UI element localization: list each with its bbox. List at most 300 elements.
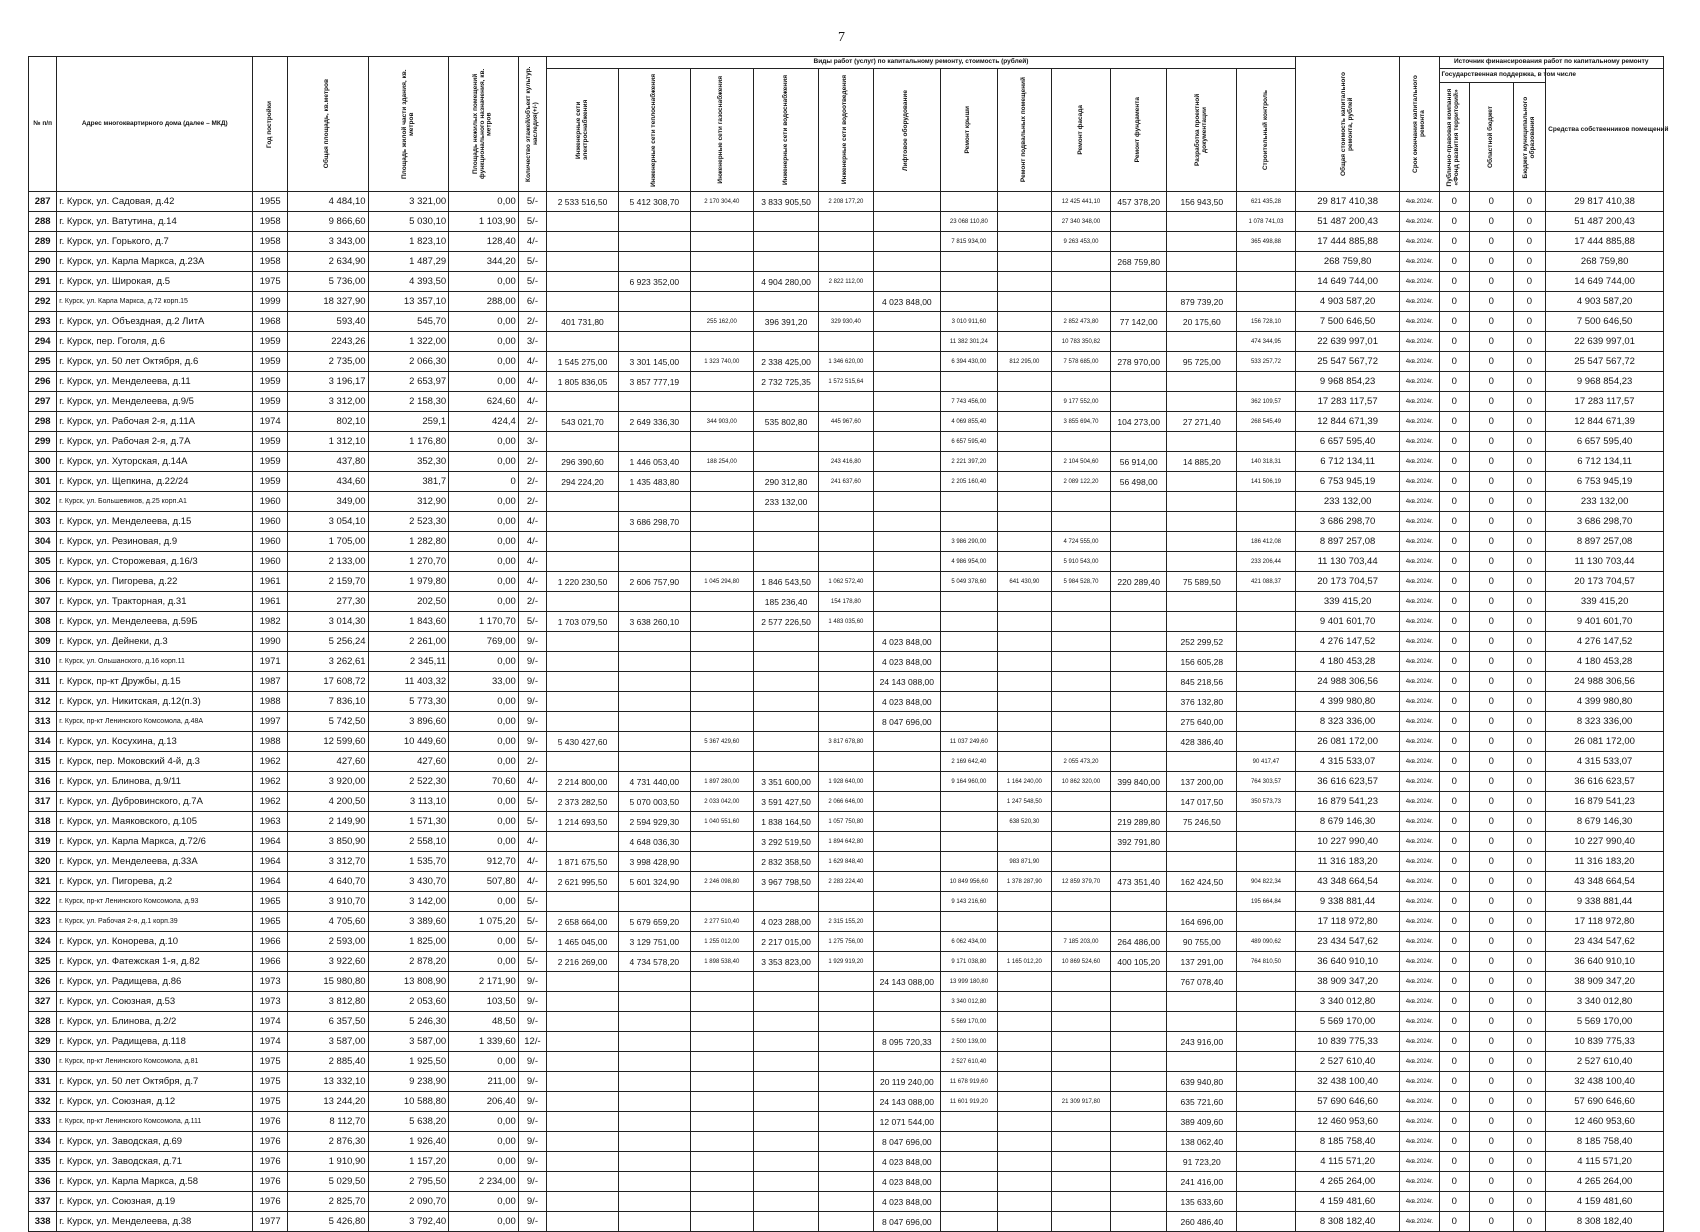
- row-facade: 9 177 552,00: [1052, 392, 1111, 412]
- row-water: 4 023 288,00: [753, 912, 818, 932]
- row-sewer: [819, 552, 873, 572]
- row-total-area: 2 593,00: [288, 932, 369, 952]
- row-control: [1237, 1092, 1296, 1112]
- row-municipal: 0: [1513, 812, 1546, 832]
- row-num: 322: [29, 892, 57, 912]
- row-lift: [873, 412, 940, 432]
- row-gas: [690, 212, 753, 232]
- capital-repair-table: [28, 56, 1669, 1232]
- row-gas: [690, 512, 753, 532]
- row-lift: [873, 592, 940, 612]
- row-water: 3 292 519,50: [753, 832, 818, 852]
- row-water: [753, 232, 818, 252]
- row-floors: 4/-: [518, 372, 546, 392]
- row-municipal: 0: [1513, 1032, 1546, 1052]
- row-owners: 6 753 945,19: [1546, 472, 1664, 492]
- row-nonres-area: 211,00: [449, 1072, 519, 1092]
- row-owners: 36 640 910,10: [1546, 952, 1664, 972]
- row-water: 2 577 226,50: [753, 612, 818, 632]
- row-regional: 0: [1470, 1092, 1514, 1112]
- row-living-area: 1 925,50: [368, 1052, 449, 1072]
- row-control: 764 303,57: [1237, 772, 1296, 792]
- row-water: 2 832 358,50: [753, 852, 818, 872]
- row-municipal: 0: [1513, 832, 1546, 852]
- row-total-cost: 4 315 533,07: [1295, 752, 1399, 772]
- row-foundation: 104 273,00: [1110, 412, 1167, 432]
- row-regional: 0: [1470, 272, 1514, 292]
- row-municipal: 0: [1513, 332, 1546, 352]
- table-row: [29, 972, 1664, 992]
- row-owners: 4 180 453,28: [1546, 652, 1664, 672]
- row-control: [1237, 1132, 1296, 1152]
- row-basement: [997, 1052, 1051, 1072]
- row-elec: 2 533 516,50: [547, 192, 619, 212]
- row-roof: [941, 1172, 998, 1192]
- row-address: г. Курск, ул. Радищева, д.118: [57, 1032, 253, 1052]
- row-nonres-area: 0,00: [449, 552, 519, 572]
- row-water: 3 967 798,50: [753, 872, 818, 892]
- row-gas: [690, 1172, 753, 1192]
- row-total-area: 802,10: [288, 412, 369, 432]
- row-water: [753, 292, 818, 312]
- row-municipal: 0: [1513, 1012, 1546, 1032]
- row-deadline: 4кв.2024г.: [1400, 392, 1439, 412]
- row-deadline: 4кв.2024г.: [1400, 632, 1439, 652]
- row-sewer: [819, 332, 873, 352]
- row-fund: 0: [1439, 932, 1469, 952]
- row-roof: [941, 512, 998, 532]
- row-elec: 1 871 675,50: [547, 852, 619, 872]
- row-water: 3 591 427,50: [753, 792, 818, 812]
- row-total-cost: 14 649 744,00: [1295, 272, 1399, 292]
- row-gas: [690, 1012, 753, 1032]
- row-fund: 0: [1439, 1072, 1469, 1092]
- row-regional: 0: [1470, 492, 1514, 512]
- row-address: г. Курск, ул. Карла Маркса, д.58: [57, 1172, 253, 1192]
- row-basement: [997, 212, 1051, 232]
- row-num: 292: [29, 292, 57, 312]
- row-roof: [941, 1112, 998, 1132]
- row-living-area: 3 896,60: [368, 712, 449, 732]
- row-sewer: [819, 1052, 873, 1072]
- row-water: 396 391,20: [753, 312, 818, 332]
- row-num: 294: [29, 332, 57, 352]
- row-design: [1167, 612, 1237, 632]
- row-sewer: 1 275 756,00: [819, 932, 873, 952]
- row-num: 328: [29, 1012, 57, 1032]
- row-floors: 4/-: [518, 852, 546, 872]
- row-nonres-area: 1 075,20: [449, 912, 519, 932]
- row-regional: 0: [1470, 412, 1514, 432]
- row-address: г. Курск, ул. Блинова, д.2/2: [57, 1012, 253, 1032]
- row-control: 421 088,37: [1237, 572, 1296, 592]
- table-row: [29, 1192, 1664, 1212]
- row-nonres-area: 0,00: [449, 792, 519, 812]
- row-basement: [997, 1192, 1051, 1212]
- row-owners: 8 323 336,00: [1546, 712, 1664, 732]
- row-basement: [997, 272, 1051, 292]
- row-address: г. Курск, ул. Дубровинского, д.7А: [57, 792, 253, 812]
- row-roof: 7 815 934,00: [941, 232, 998, 252]
- row-basement: [997, 732, 1051, 752]
- row-total-area: 15 980,80: [288, 972, 369, 992]
- row-gas: 5 367 429,60: [690, 732, 753, 752]
- row-regional: 0: [1470, 652, 1514, 672]
- row-sewer: [819, 1112, 873, 1132]
- row-elec: 2 373 282,50: [547, 792, 619, 812]
- row-design: [1167, 592, 1237, 612]
- row-design: 243 916,00: [1167, 1032, 1237, 1052]
- row-total-cost: 8 679 146,30: [1295, 812, 1399, 832]
- row-lift: 4 023 848,00: [873, 292, 940, 312]
- row-gas: 1 898 538,40: [690, 952, 753, 972]
- row-roof: [941, 272, 998, 292]
- row-year: 1960: [253, 492, 288, 512]
- row-regional: 0: [1470, 592, 1514, 612]
- table-row: [29, 1172, 1664, 1192]
- row-roof: [941, 1212, 998, 1232]
- row-living-area: 10 588,80: [368, 1092, 449, 1112]
- row-nonres-area: 128,40: [449, 232, 519, 252]
- row-nonres-area: 0,00: [449, 892, 519, 912]
- row-design: [1167, 372, 1237, 392]
- row-owners: 11 130 703,44: [1546, 552, 1664, 572]
- row-fund: 0: [1439, 832, 1469, 852]
- row-regional: 0: [1470, 1032, 1514, 1052]
- row-water: [753, 732, 818, 752]
- row-nonres-area: 0,00: [449, 1132, 519, 1152]
- row-foundation: [1110, 432, 1167, 452]
- row-foundation: 457 378,20: [1110, 192, 1167, 212]
- row-deadline: 4кв.2024г.: [1400, 1212, 1439, 1232]
- row-lift: [873, 192, 940, 212]
- row-total-cost: 17 444 885,88: [1295, 232, 1399, 252]
- row-nonres-area: 0,00: [449, 752, 519, 772]
- row-regional: 0: [1470, 872, 1514, 892]
- row-sewer: [819, 1212, 873, 1232]
- row-sewer: [819, 292, 873, 312]
- row-facade: [1052, 792, 1111, 812]
- row-living-area: 202,50: [368, 592, 449, 612]
- row-sewer: 1 572 515,64: [819, 372, 873, 392]
- row-regional: 0: [1470, 632, 1514, 652]
- row-living-area: 3 389,60: [368, 912, 449, 932]
- row-elec: [547, 252, 619, 272]
- row-deadline: 4кв.2024г.: [1400, 1132, 1439, 1152]
- row-elec: [547, 752, 619, 772]
- row-living-area: 1 979,80: [368, 572, 449, 592]
- row-roof: 4 069 855,40: [941, 412, 998, 432]
- row-num: 319: [29, 832, 57, 852]
- row-floors: 4/-: [518, 392, 546, 412]
- row-address: г. Курск, ул. Горького, д.7: [57, 232, 253, 252]
- row-year: 1997: [253, 712, 288, 732]
- row-basement: [997, 612, 1051, 632]
- row-owners: 3 340 012,80: [1546, 992, 1664, 1012]
- row-total-area: 3 922,60: [288, 952, 369, 972]
- row-nonres-area: 48,50: [449, 1012, 519, 1032]
- row-roof: 5 049 378,60: [941, 572, 998, 592]
- row-lift: [873, 612, 940, 632]
- row-year: 1977: [253, 1212, 288, 1232]
- table-row: [29, 652, 1664, 672]
- row-year: 1962: [253, 792, 288, 812]
- table-row: [29, 632, 1664, 652]
- row-year: 1958: [253, 212, 288, 232]
- row-water: [753, 552, 818, 572]
- row-nonres-area: 0,00: [449, 492, 519, 512]
- row-elec: [547, 1012, 619, 1032]
- row-deadline: 4кв.2024г.: [1400, 452, 1439, 472]
- row-lift: [873, 752, 940, 772]
- row-basement: [997, 892, 1051, 912]
- row-elec: 2 216 269,00: [547, 952, 619, 972]
- row-total-area: 5 029,50: [288, 1172, 369, 1192]
- row-nonres-area: 1 103,90: [449, 212, 519, 232]
- row-elec: [547, 652, 619, 672]
- row-foundation: [1110, 1092, 1167, 1112]
- row-gas: [690, 692, 753, 712]
- row-gas: [690, 712, 753, 732]
- row-owners: 57 690 646,60: [1546, 1092, 1664, 1112]
- row-address: г. Курск, ул. Пигорева, д.22: [57, 572, 253, 592]
- row-facade: [1052, 612, 1111, 632]
- row-water: [753, 972, 818, 992]
- col-control: Строительный контроль: [1261, 89, 1269, 171]
- row-total-area: 3 910,70: [288, 892, 369, 912]
- row-roof: [941, 252, 998, 272]
- row-facade: 2 055 473,20: [1052, 752, 1111, 772]
- row-water: 290 312,80: [753, 472, 818, 492]
- row-nonres-area: 0,00: [449, 1112, 519, 1132]
- row-gas: [690, 1132, 753, 1152]
- row-water: 4 904 280,00: [753, 272, 818, 292]
- row-basement: 1 164 240,00: [997, 772, 1051, 792]
- row-roof: [941, 632, 998, 652]
- row-deadline: 4кв.2024г.: [1400, 832, 1439, 852]
- table-row: [29, 572, 1664, 592]
- row-heat: [618, 972, 690, 992]
- row-roof: 11 037 249,60: [941, 732, 998, 752]
- table-row: [29, 892, 1664, 912]
- row-total-cost: 11 316 183,20: [1295, 852, 1399, 872]
- table-row: [29, 512, 1664, 532]
- row-nonres-area: 288,00: [449, 292, 519, 312]
- row-address: г. Курск, ул. Ватутина, д.14: [57, 212, 253, 232]
- row-water: [753, 892, 818, 912]
- row-water: [753, 652, 818, 672]
- row-basement: 1 247 548,50: [997, 792, 1051, 812]
- row-municipal: 0: [1513, 592, 1546, 612]
- row-deadline: 4кв.2024г.: [1400, 552, 1439, 572]
- row-control: 90 417,47: [1237, 752, 1296, 772]
- row-elec: [547, 1032, 619, 1052]
- row-elec: [547, 992, 619, 1012]
- row-gas: [690, 1212, 753, 1232]
- row-regional: 0: [1470, 312, 1514, 332]
- row-sewer: [819, 1012, 873, 1032]
- row-year: 1963: [253, 812, 288, 832]
- row-year: 1958: [253, 232, 288, 252]
- row-gas: [690, 492, 753, 512]
- row-fund: 0: [1439, 912, 1469, 932]
- row-sewer: 329 930,40: [819, 312, 873, 332]
- row-heat: [618, 212, 690, 232]
- row-total-area: 2 876,30: [288, 1132, 369, 1152]
- row-floors: 2/-: [518, 452, 546, 472]
- row-year: 1965: [253, 892, 288, 912]
- row-regional: 0: [1470, 192, 1514, 212]
- row-roof: 11 601 919,20: [941, 1092, 998, 1112]
- row-living-area: 3 142,00: [368, 892, 449, 912]
- row-living-area: 1 157,20: [368, 1152, 449, 1172]
- row-deadline: 4кв.2024г.: [1400, 212, 1439, 232]
- row-floors: 4/-: [518, 572, 546, 592]
- row-design: [1167, 512, 1237, 532]
- row-roof: [941, 1132, 998, 1152]
- row-fund: 0: [1439, 712, 1469, 732]
- row-facade: [1052, 852, 1111, 872]
- row-year: 1964: [253, 852, 288, 872]
- row-floors: 4/-: [518, 872, 546, 892]
- row-living-area: 1 823,10: [368, 232, 449, 252]
- row-year: 1959: [253, 452, 288, 472]
- row-foundation: [1110, 792, 1167, 812]
- row-foundation: [1110, 752, 1167, 772]
- row-roof: 5 569 170,00: [941, 1012, 998, 1032]
- row-sewer: 1 483 035,60: [819, 612, 873, 632]
- row-num: 325: [29, 952, 57, 972]
- table-row: [29, 552, 1664, 572]
- row-foundation: [1110, 592, 1167, 612]
- row-num: 293: [29, 312, 57, 332]
- row-water: [753, 992, 818, 1012]
- row-year: 1987: [253, 672, 288, 692]
- row-deadline: 4кв.2024г.: [1400, 732, 1439, 752]
- row-sewer: 2 208 177,20: [819, 192, 873, 212]
- row-nonres-area: 624,60: [449, 392, 519, 412]
- row-gas: [690, 752, 753, 772]
- row-gas: 2 170 304,40: [690, 192, 753, 212]
- col-living-area: Площадь жилой части здания, кв. метров: [400, 69, 415, 179]
- row-facade: 3 855 694,70: [1052, 412, 1111, 432]
- row-basement: [997, 992, 1051, 1012]
- row-address: г. Курск, ул. Дейнеки, д.3: [57, 632, 253, 652]
- row-municipal: 0: [1513, 452, 1546, 472]
- row-foundation: [1110, 332, 1167, 352]
- col-sewer: Инженерные сети водоотведения: [841, 75, 849, 185]
- row-design: 162 424,50: [1167, 872, 1237, 892]
- row-basement: [997, 932, 1051, 952]
- row-design: [1167, 832, 1237, 852]
- row-total-area: 5 426,80: [288, 1212, 369, 1232]
- row-living-area: 2 066,30: [368, 352, 449, 372]
- row-living-area: 5 030,10: [368, 212, 449, 232]
- row-total-area: 2 133,00: [288, 552, 369, 572]
- row-deadline: 4кв.2024г.: [1400, 852, 1439, 872]
- row-floors: 4/-: [518, 512, 546, 532]
- row-lift: 24 143 088,00: [873, 972, 940, 992]
- row-basement: 812 295,00: [997, 352, 1051, 372]
- row-municipal: 0: [1513, 392, 1546, 412]
- row-nonres-area: 344,20: [449, 252, 519, 272]
- row-lift: 24 143 088,00: [873, 672, 940, 692]
- row-deadline: 4кв.2024г.: [1400, 932, 1439, 952]
- row-total-area: 3 587,00: [288, 1032, 369, 1052]
- row-living-area: 2 158,30: [368, 392, 449, 412]
- row-nonres-area: 0,00: [449, 692, 519, 712]
- row-regional: 0: [1470, 332, 1514, 352]
- row-sewer: 1 929 919,20: [819, 952, 873, 972]
- row-address: г. Курск, ул. Щепкина, д.22/24: [57, 472, 253, 492]
- row-municipal: 0: [1513, 692, 1546, 712]
- row-sewer: 241 637,60: [819, 472, 873, 492]
- row-gas: [690, 272, 753, 292]
- row-owners: 8 185 758,40: [1546, 1132, 1664, 1152]
- row-nonres-area: 0,00: [449, 432, 519, 452]
- row-total-area: 18 327,90: [288, 292, 369, 312]
- row-control: [1237, 1052, 1296, 1072]
- row-heat: [618, 552, 690, 572]
- row-basement: [997, 492, 1051, 512]
- row-total-cost: 2 527 610,40: [1295, 1052, 1399, 1072]
- row-gas: 255 162,00: [690, 312, 753, 332]
- row-floors: 9/-: [518, 672, 546, 692]
- row-elec: 1 465 045,00: [547, 932, 619, 952]
- row-municipal: 0: [1513, 1112, 1546, 1132]
- table-row: [29, 192, 1664, 212]
- row-regional: 0: [1470, 912, 1514, 932]
- state-support-header: Государственная поддержка, в том числе: [1439, 69, 1546, 83]
- row-elec: [547, 892, 619, 912]
- row-total-area: 8 112,70: [288, 1112, 369, 1132]
- row-regional: 0: [1470, 372, 1514, 392]
- row-heat: 4 648 036,30: [618, 832, 690, 852]
- row-control: 186 412,08: [1237, 532, 1296, 552]
- row-foundation: [1110, 1032, 1167, 1052]
- row-floors: 3/-: [518, 332, 546, 352]
- row-water: [753, 1092, 818, 1112]
- row-facade: 5 984 528,70: [1052, 572, 1111, 592]
- row-municipal: 0: [1513, 912, 1546, 932]
- row-municipal: 0: [1513, 532, 1546, 552]
- row-facade: [1052, 732, 1111, 752]
- row-total-cost: 12 844 671,39: [1295, 412, 1399, 432]
- row-regional: 0: [1470, 352, 1514, 372]
- row-regional: 0: [1470, 572, 1514, 592]
- row-water: [753, 252, 818, 272]
- row-elec: 2 214 800,00: [547, 772, 619, 792]
- row-lift: 8 047 696,00: [873, 712, 940, 732]
- row-control: 474 344,95: [1237, 332, 1296, 352]
- row-control: [1237, 492, 1296, 512]
- row-deadline: 4кв.2024г.: [1400, 592, 1439, 612]
- row-water: [753, 1112, 818, 1132]
- row-gas: [690, 532, 753, 552]
- row-heat: [618, 1192, 690, 1212]
- row-roof: [941, 1192, 998, 1212]
- row-control: 365 498,88: [1237, 232, 1296, 252]
- row-total-area: 1 910,90: [288, 1152, 369, 1172]
- row-nonres-area: 0,00: [449, 272, 519, 292]
- row-living-area: 2 053,60: [368, 992, 449, 1012]
- row-foundation: [1110, 492, 1167, 512]
- row-fund: 0: [1439, 192, 1469, 212]
- row-total-area: 7 836,10: [288, 692, 369, 712]
- row-owners: 51 487 200,43: [1546, 212, 1664, 232]
- row-heat: [618, 1152, 690, 1172]
- row-sewer: [819, 492, 873, 512]
